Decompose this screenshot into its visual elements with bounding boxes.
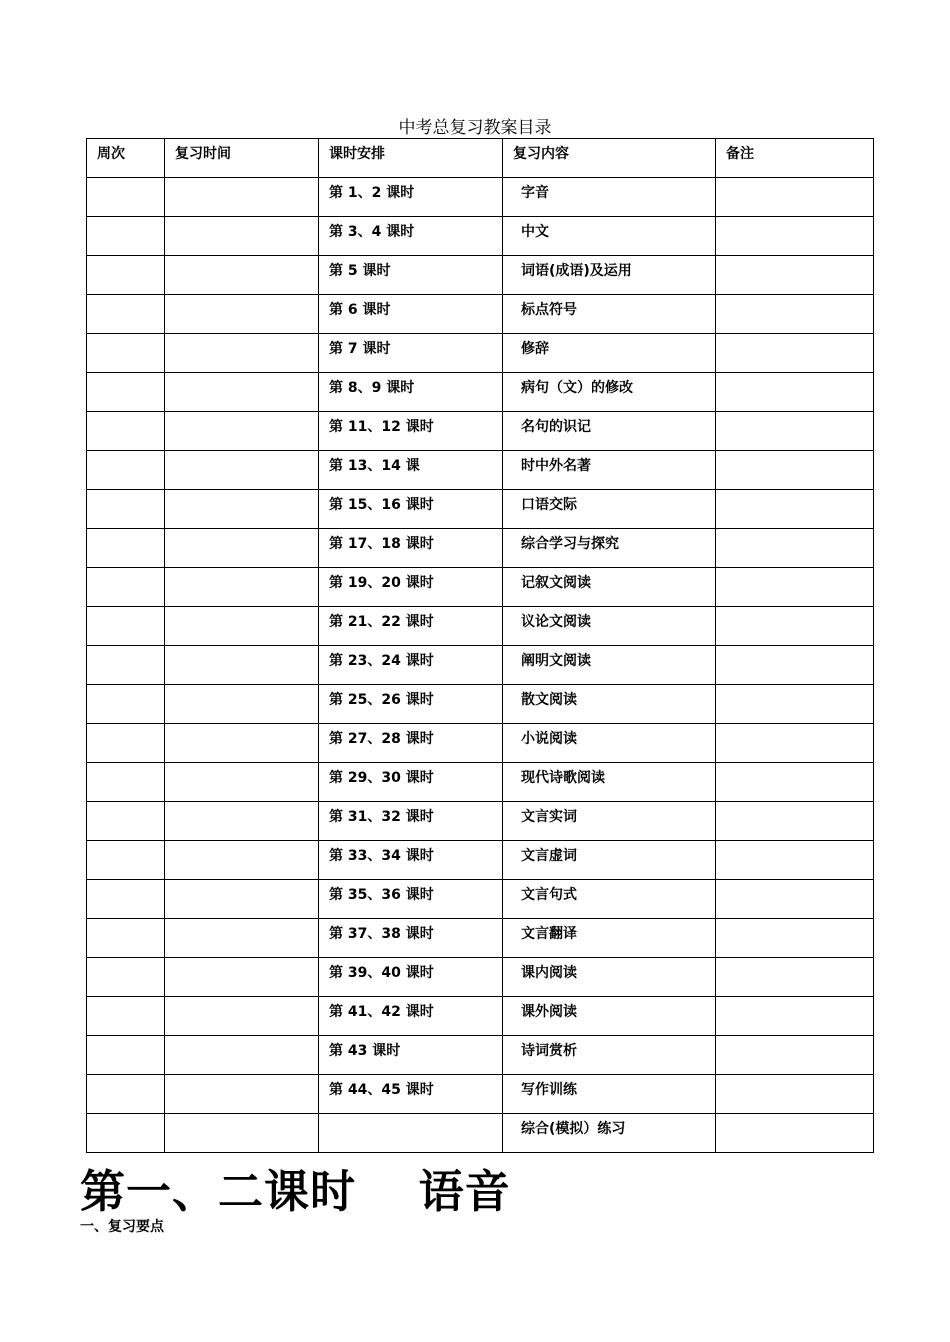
cell-lesson: 第 7 课时 — [319, 334, 503, 373]
cell-content: 写作训练 — [503, 1075, 716, 1114]
cell-lesson: 第 19、20 课时 — [319, 568, 503, 607]
cell-note — [716, 880, 874, 919]
cell-review-time — [165, 334, 319, 373]
table-row — [87, 412, 874, 451]
cell-review-time — [165, 295, 319, 334]
header-notes: 备注 — [716, 139, 874, 178]
table-row — [87, 646, 874, 685]
cell-lesson: 第 3、4 课时 — [319, 217, 503, 256]
cell-lesson: 第 21、22 课时 — [319, 607, 503, 646]
cell-lesson: 第 1、2 课时 — [319, 178, 503, 217]
cell-lesson: 第 33、34 课时 — [319, 841, 503, 880]
cell-week — [87, 295, 165, 334]
cell-note — [716, 295, 874, 334]
table-row — [87, 802, 874, 841]
header-week: 周次 — [87, 139, 165, 178]
table-row — [87, 178, 874, 217]
cell-note — [716, 1114, 874, 1153]
cell-week — [87, 685, 165, 724]
cell-week — [87, 1036, 165, 1075]
table-row — [87, 490, 874, 529]
cell-content: 小说阅读 — [503, 724, 716, 763]
cell-content: 名句的识记 — [503, 412, 716, 451]
document-title: 中考总复习教案目录 — [398, 118, 552, 138]
cell-content: 综合(模拟）练习 — [503, 1114, 716, 1153]
table-row — [87, 958, 874, 997]
cell-week — [87, 802, 165, 841]
header-review-content: 复习内容 — [503, 139, 716, 178]
cell-week — [87, 1114, 165, 1153]
cell-note — [716, 763, 874, 802]
cell-note — [716, 997, 874, 1036]
cell-lesson: 第 31、32 课时 — [319, 802, 503, 841]
cell-lesson: 第 43 课时 — [319, 1036, 503, 1075]
cell-note — [716, 1075, 874, 1114]
cell-review-time — [165, 373, 319, 412]
cell-note — [716, 490, 874, 529]
cell-review-time — [165, 802, 319, 841]
cell-week — [87, 568, 165, 607]
table-row — [87, 1075, 874, 1114]
cell-lesson: 第 39、40 课时 — [319, 958, 503, 997]
table-row — [87, 295, 874, 334]
cell-content: 阐明文阅读 — [503, 646, 716, 685]
cell-content: 文言翻译 — [503, 919, 716, 958]
cell-lesson: 第 44、45 课时 — [319, 1075, 503, 1114]
cell-note — [716, 802, 874, 841]
cell-note — [716, 451, 874, 490]
header-lesson-arrangement: 课时安排 — [319, 139, 503, 178]
cell-content: 文言实词 — [503, 802, 716, 841]
cell-review-time — [165, 1036, 319, 1075]
cell-lesson: 第 11、12 课时 — [319, 412, 503, 451]
cell-content: 标点符号 — [503, 295, 716, 334]
cell-note — [716, 841, 874, 880]
cell-week — [87, 217, 165, 256]
cell-review-time — [165, 685, 319, 724]
cell-review-time — [165, 451, 319, 490]
cell-note — [716, 178, 874, 217]
cell-lesson: 第 29、30 课时 — [319, 763, 503, 802]
cell-lesson: 第 41、42 课时 — [319, 997, 503, 1036]
cell-review-time — [165, 958, 319, 997]
cell-week — [87, 490, 165, 529]
cell-note — [716, 685, 874, 724]
table-row — [87, 880, 874, 919]
cell-lesson: 第 5 课时 — [319, 256, 503, 295]
cell-week — [87, 1075, 165, 1114]
cell-content: 综合学习与探究 — [503, 529, 716, 568]
cell-review-time — [165, 841, 319, 880]
cell-week — [87, 334, 165, 373]
cell-week — [87, 178, 165, 217]
table-row — [87, 841, 874, 880]
cell-week — [87, 412, 165, 451]
table-row — [87, 1114, 874, 1153]
cell-review-time — [165, 646, 319, 685]
cell-week — [87, 724, 165, 763]
cell-content: 诗词赏析 — [503, 1036, 716, 1075]
cell-note — [716, 529, 874, 568]
cell-note — [716, 334, 874, 373]
review-schedule-table — [86, 138, 874, 1153]
table-row — [87, 256, 874, 295]
cell-review-time — [165, 568, 319, 607]
cell-content: 词语(成语)及运用 — [503, 256, 716, 295]
cell-review-time — [165, 763, 319, 802]
cell-content: 课内阅读 — [503, 958, 716, 997]
cell-review-time — [165, 412, 319, 451]
table-row — [87, 217, 874, 256]
cell-review-time — [165, 724, 319, 763]
section-heading: 第一、二课时 语音 — [80, 1165, 511, 1218]
cell-content: 病句（文）的修改 — [503, 373, 716, 412]
table-row — [87, 607, 874, 646]
cell-content: 课外阅读 — [503, 997, 716, 1036]
cell-note — [716, 568, 874, 607]
cell-note — [716, 724, 874, 763]
table-body — [87, 178, 874, 1153]
cell-week — [87, 373, 165, 412]
table-row — [87, 451, 874, 490]
table-row — [87, 1036, 874, 1075]
cell-content: 文言虚词 — [503, 841, 716, 880]
cell-week — [87, 646, 165, 685]
cell-content: 口语交际 — [503, 490, 716, 529]
cell-review-time — [165, 919, 319, 958]
cell-review-time — [165, 529, 319, 568]
cell-lesson: 第 13、14 课 — [319, 451, 503, 490]
cell-lesson: 第 8、9 课时 — [319, 373, 503, 412]
cell-content: 散文阅读 — [503, 685, 716, 724]
cell-week — [87, 841, 165, 880]
table-header-row — [87, 139, 874, 178]
cell-content: 记叙文阅读 — [503, 568, 716, 607]
cell-note — [716, 412, 874, 451]
cell-lesson: 第 6 课时 — [319, 295, 503, 334]
cell-note — [716, 256, 874, 295]
cell-week — [87, 880, 165, 919]
cell-note — [716, 646, 874, 685]
cell-lesson — [319, 1114, 503, 1153]
cell-week — [87, 919, 165, 958]
cell-note — [716, 217, 874, 256]
cell-content: 修辞 — [503, 334, 716, 373]
cell-review-time — [165, 997, 319, 1036]
cell-review-time — [165, 217, 319, 256]
table-row — [87, 724, 874, 763]
cell-lesson: 第 27、28 课时 — [319, 724, 503, 763]
cell-week — [87, 997, 165, 1036]
table-row — [87, 685, 874, 724]
cell-note — [716, 958, 874, 997]
table-row — [87, 529, 874, 568]
cell-content: 现代诗歌阅读 — [503, 763, 716, 802]
cell-note — [716, 373, 874, 412]
table-row — [87, 568, 874, 607]
table-row — [87, 763, 874, 802]
cell-week — [87, 451, 165, 490]
cell-note — [716, 607, 874, 646]
table-row — [87, 919, 874, 958]
header-review-time: 复习时间 — [165, 139, 319, 178]
cell-note — [716, 1036, 874, 1075]
cell-review-time — [165, 490, 319, 529]
cell-note — [716, 919, 874, 958]
table-row — [87, 334, 874, 373]
cell-content: 字音 — [503, 178, 716, 217]
cell-week — [87, 256, 165, 295]
cell-review-time — [165, 880, 319, 919]
cell-week — [87, 607, 165, 646]
cell-lesson: 第 15、16 课时 — [319, 490, 503, 529]
cell-week — [87, 763, 165, 802]
cell-review-time — [165, 178, 319, 217]
section-subheading: 一、复习要点 — [80, 1219, 164, 1235]
cell-lesson: 第 25、26 课时 — [319, 685, 503, 724]
cell-lesson: 第 37、38 课时 — [319, 919, 503, 958]
cell-review-time — [165, 256, 319, 295]
cell-lesson: 第 17、18 课时 — [319, 529, 503, 568]
cell-review-time — [165, 1114, 319, 1153]
cell-content: 文言句式 — [503, 880, 716, 919]
cell-week — [87, 958, 165, 997]
cell-lesson: 第 23、24 课时 — [319, 646, 503, 685]
cell-content: 中文 — [503, 217, 716, 256]
table-row — [87, 997, 874, 1036]
table-row — [87, 373, 874, 412]
cell-review-time — [165, 1075, 319, 1114]
cell-review-time — [165, 607, 319, 646]
cell-content: 议论文阅读 — [503, 607, 716, 646]
cell-content: 时中外名著 — [503, 451, 716, 490]
cell-lesson: 第 35、36 课时 — [319, 880, 503, 919]
cell-week — [87, 529, 165, 568]
